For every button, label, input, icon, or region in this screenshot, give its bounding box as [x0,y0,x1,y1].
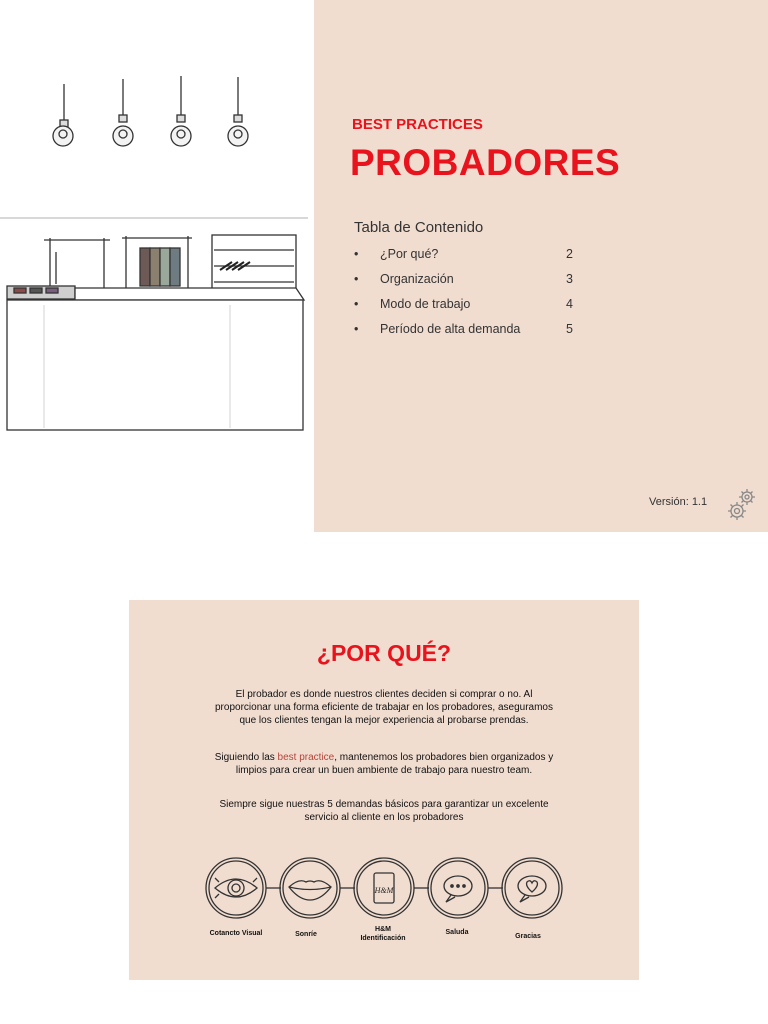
toc-item-label: Período de alta demanda [380,322,521,336]
tray-icon [7,286,75,299]
demands-icon-row [129,600,639,980]
toc-bullet: • [354,247,359,261]
cover-kicker: BEST PRACTICES [352,116,483,133]
toc-item-page: 4 [566,297,573,311]
toc-item[interactable] [354,272,584,297]
best-practice-highlight: best practice [277,752,335,763]
pendant-lamp-icon [171,76,191,146]
demand-label-line: H&M [375,926,391,933]
pendant-lamp-icon [228,77,248,146]
eye-icon [206,858,266,918]
toc-bullet: • [354,272,359,286]
why-paragraph: El probador es donde nuestros clientes deciden si comprar o no. Al proporcionar una forma eficiente de trabajar en los probadores, aseguramos que los clientes tengan la mejor experiencia al probarse prendas. [215,689,553,726]
badge-text: H&M [374,886,394,895]
hanger-shelf-icon [212,235,296,291]
version-label: Versión: [649,496,689,508]
name-badge-icon [354,858,414,918]
why-panel [129,600,639,980]
why-title: ¿POR QUÉ? [316,640,452,666]
heart-bubble-icon [502,858,562,918]
demand-label [343,925,423,943]
counter-icon [7,288,304,430]
toc-item-label: Organización [380,272,454,286]
why-paragraph: Siempre sigue nuestras 5 demandas básicos para garantizar un excelente servicio al cliente en los probadores [219,799,549,823]
toc-heading: Tabla de Contenido [354,219,484,236]
toc-item[interactable] [354,297,584,322]
version-value: 1.1 [691,496,708,508]
toc-item-page: 3 [566,272,573,286]
store-counter-illustration [0,0,314,532]
toc-item[interactable] [354,322,584,347]
paragraph-text: Siguiendo las [214,752,278,763]
toc-item-page: 5 [566,322,573,336]
cover-panel [314,0,768,532]
clothing-rack-icon [122,236,192,290]
paragraph-text: , mantenemos los probadores bien organizados y limpios para crear un buen ambiente de trabajo para nuestro team. [235,752,554,776]
toc-item-label: ¿Por qué? [380,247,439,261]
speech-bubble-icon [428,858,488,918]
demand-label: Gracias [515,933,541,940]
pendant-lamp-icon [113,79,133,146]
table-of-contents [354,247,584,347]
pendant-lamp-icon [53,84,73,146]
clothing-rack-icon [44,238,110,290]
version-info [649,496,707,508]
demand-label: Sonríe [295,931,317,938]
toc-item[interactable] [354,247,584,272]
demand-label: Cotancto Visual [209,930,263,937]
demand-label-line: Identificación [360,935,406,942]
cover-title: PROBADORES [350,142,621,183]
toc-bullet: • [354,297,359,311]
toc-bullet: • [354,322,359,336]
toc-item-page: 2 [566,247,573,261]
demand-label: Saluda [445,929,469,936]
toc-item-label: Modo de trabajo [380,297,471,311]
lips-icon [280,858,340,918]
gears-icon [722,486,762,526]
